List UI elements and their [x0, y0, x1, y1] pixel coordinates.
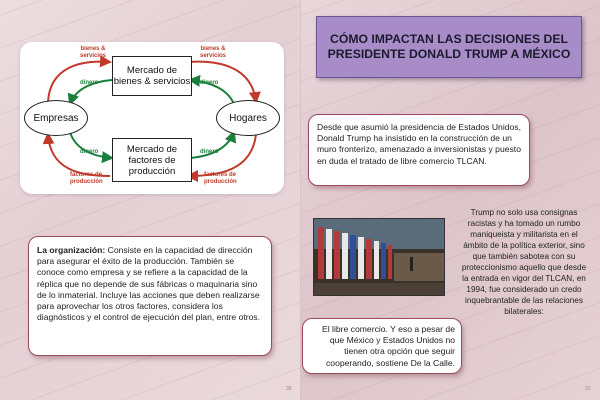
- red-arc-bottom-left: [48, 134, 110, 176]
- empresas-node: Empresas: [24, 100, 88, 136]
- label-dinero-bottom-right: dinero: [200, 149, 219, 155]
- mercado-bienes-box: Mercado de bienes & servicios: [112, 56, 192, 96]
- quote-box: [302, 318, 462, 374]
- label-dinero-top-right: dinero: [200, 80, 219, 86]
- intro-box: [308, 114, 530, 186]
- border-wall-photo: [313, 218, 445, 296]
- quote-text: El libre comercio. Y eso a pesar de que México y Estados Unidos no tienen otra opción que seguir cooperando, sostiene De la Calle.: [322, 324, 455, 368]
- page-title-box: [316, 16, 582, 78]
- page-number-right: 31: [585, 386, 591, 392]
- label-dinero-bottom-left: dinero: [80, 149, 99, 155]
- label-factores-right: factores de producción: [204, 172, 237, 185]
- circular-flow-diagram: [20, 42, 284, 194]
- label-dinero-top-left: dinero: [80, 80, 99, 86]
- label-bienes-right: bienes & servicios: [199, 46, 227, 59]
- page-number-left: 30: [286, 386, 292, 392]
- label-factores-left: factores de producción: [70, 172, 103, 185]
- hogares-node: Hogares: [216, 100, 280, 136]
- label-bienes-left: bienes & servicios: [79, 46, 107, 59]
- mercado-factores-box: Mercado de factores de producción: [112, 138, 192, 182]
- intro-text: Desde que asumió la presidencia de Estados Unidos, Donald Trump ha insistido en la construcción de un muro fronterizo, amenazado a inversionistas y puesto en duda el tratado de libre comercio TLCAN.: [317, 122, 521, 166]
- red-arc-bottom-right: [188, 134, 256, 176]
- organizacion-box: [28, 236, 272, 356]
- side-article-text: Trump no solo usa consignas racistas y ha tomado un rumbo maniqueista y militarista en el ámbito de la política exterior, sino que también sabotea con su proteccionismo aquello que desde la entrada en vigor del TLCAN, en 1994, fue considerado un credo inquebrantable de las relaciones bilaterales:: [461, 208, 587, 316]
- border-wall-image: [314, 219, 444, 295]
- organizacion-body: Consiste en la capacidad de dirección para asegurar el éxito de la producción. También se conoce como empresa y se refiere a la capacidad de la réplica que no depende de sus fábricas o maquinaria sino de lo inmaterial. Incluye las acciones que deben realizarse para aprovechar los otros factores, considera los diagnósticos y el control de ejecución del plan, entre otros.: [37, 245, 261, 323]
- organizacion-heading: La organización:: [37, 245, 106, 255]
- page-title: CÓMO IMPACTAN LAS DECISIONES DEL PRESIDENTE DONALD TRUMP A MÉXICO: [327, 32, 571, 61]
